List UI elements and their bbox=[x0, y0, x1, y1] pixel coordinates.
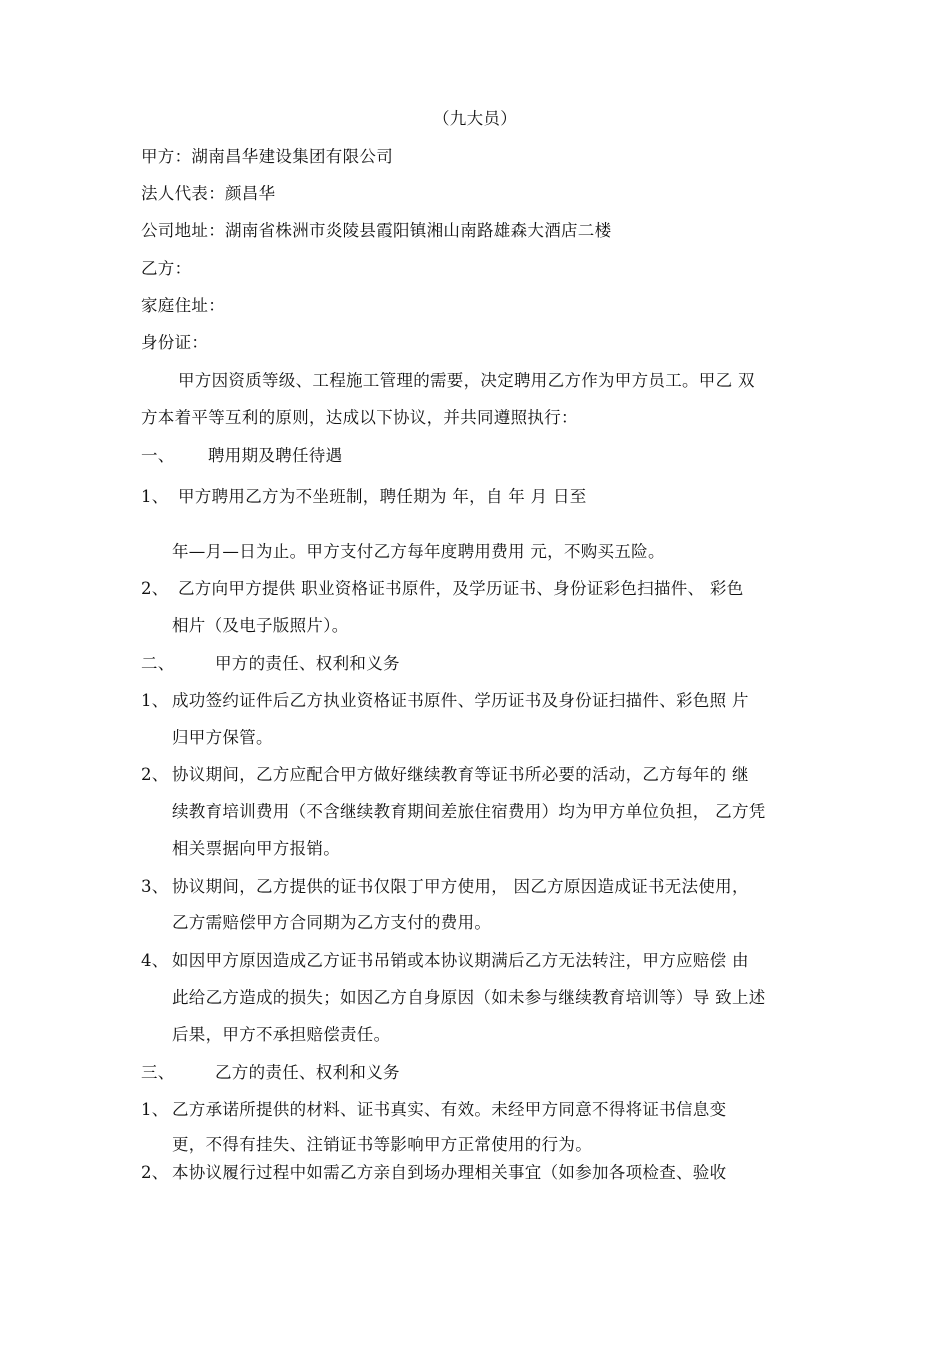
sec2-item4-number: 4、 bbox=[141, 951, 169, 970]
sec1-item2-line-2: 相片（及电子版照片）。 bbox=[172, 616, 349, 635]
sec1-item2-number: 2、 bbox=[141, 579, 169, 598]
sec2-item1-line-1: 成功签约证件后乙方执业资格证书原件、学历证书及身份证扫描件、彩色照 片 bbox=[172, 691, 749, 710]
sec2-item4-line-2: 此给乙方造成的损失；如因乙方自身原因（如未参与继续教育培训等）导 致上述 bbox=[172, 988, 766, 1007]
home-address-line: 家庭住址： bbox=[141, 296, 225, 315]
section-2-title: 甲方的责任、权利和义务 bbox=[215, 654, 400, 673]
sec3-item1-line-1: 乙方承诺所提供的材料、证书真实、有效。未经甲方同意不得将证书信息变 bbox=[172, 1100, 727, 1119]
party-b-line: 乙方： bbox=[141, 259, 192, 278]
sec2-item2-number: 2、 bbox=[141, 765, 169, 784]
sec2-item3-line-1: 协议期间，乙方提供的证书仅限丁甲方使用， 因乙方原因造成证书无法使用， bbox=[172, 877, 749, 896]
sec2-item4-line-1: 如因甲方原因造成乙方证书吊销或本协议期满后乙方无法转注，甲方应赔偿 由 bbox=[172, 951, 749, 970]
sec3-item2-line-1: 本协议履行过程中如需乙方亲自到场办理相关事宜（如参加各项检查、验收 bbox=[172, 1163, 727, 1182]
section-3-title: 乙方的责任、权利和义务 bbox=[215, 1063, 400, 1082]
sec2-item1-line-2: 归甲方保管。 bbox=[172, 728, 273, 747]
sec2-item4-line-3: 后果，甲方不承担赔偿责任。 bbox=[172, 1025, 391, 1044]
sec2-item3-number: 3、 bbox=[141, 877, 169, 896]
id-card-line: 身份证： bbox=[141, 333, 209, 352]
section-2-number: 二、 bbox=[141, 654, 175, 673]
sec2-item1-number: 1、 bbox=[141, 691, 169, 710]
sec1-item1-line-2: 年—月—日为止。甲方支付乙方每年度聘用费用 元，不购买五险。 bbox=[172, 542, 665, 561]
sec1-item2-line-1: 乙方向甲方提供 职业资格证书原件，及学历证书、身份证彩色扫描件、 彩色 bbox=[178, 579, 744, 598]
company-address-line: 公司地址：湖南省株洲市炎陵县霞阳镇湘山南路雄森大酒店二楼 bbox=[141, 221, 612, 240]
sec2-item2-line-3: 相关票据向甲方报销。 bbox=[172, 839, 340, 858]
sec3-item1-number: 1、 bbox=[141, 1100, 169, 1119]
legal-rep-line: 法人代表：颜昌华 bbox=[141, 184, 276, 203]
sec1-item1-line-1: 甲方聘用乙方为不坐班制，聘任期为 年，自 年 月 日至 bbox=[178, 487, 587, 506]
party-a-line: 甲方：湖南昌华建设集团有限公司 bbox=[141, 147, 393, 166]
sec2-item2-line-1: 协议期间，乙方应配合甲方做好继续教育等证书所必要的活动，乙方每年的 继 bbox=[172, 765, 749, 784]
intro-paragraph-line-1: 甲方因资质等级、工程施工管理的需要，决定聘用乙方作为甲方员工。甲乙 双 bbox=[178, 371, 755, 390]
sec2-item3-line-2: 乙方需赔偿甲方合同期为乙方支付的费用。 bbox=[172, 913, 492, 932]
sec3-item1-line-2: 更，不得有挂失、注销证书等影响甲方正常使用的行为。 bbox=[172, 1135, 592, 1154]
section-3-number: 三、 bbox=[141, 1063, 175, 1082]
sec1-item1-number: 1、 bbox=[141, 487, 169, 506]
document-subtitle: （九大员） bbox=[433, 109, 517, 128]
section-1-title: 聘用期及聘任待遇 bbox=[208, 446, 343, 465]
sec2-item2-line-2: 续教育培训费用（不含继续教育期间差旅住宿费用）均为甲方单位负担， 乙方凭 bbox=[172, 802, 766, 821]
section-1-number: 一、 bbox=[141, 446, 175, 465]
intro-paragraph-line-2: 方本着平等互利的原则，达成以下协议，并共同遵照执行： bbox=[141, 408, 578, 427]
sec3-item2-number: 2、 bbox=[141, 1163, 169, 1182]
